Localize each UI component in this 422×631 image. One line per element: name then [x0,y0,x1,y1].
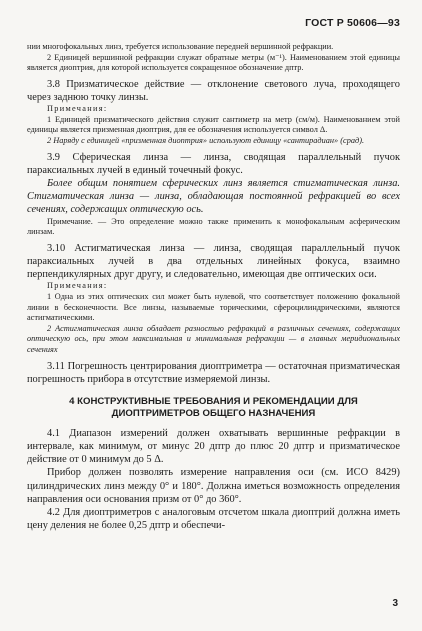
definition-prismatic-action: 3.8 Призматическое действие — отклонение светового луча, проходящего через заднюю точку линзы. [27,78,400,103]
note-diopter: 2 Единицей вершинной рефракции служат обратные метры (м⁻¹). Наименованием этой единицы является диоптрия, для которой используется сокращенное обозначение дптр. [27,52,400,73]
page-number: 3 [392,598,398,609]
notes-label-2: Примечания: [47,281,108,291]
definition-astigmatic-lens: 3.10 Астигматическая линза — линза, сводящая параллельный пучок параксиальных лучей в два отдельных линейных фокуса, взаимно перпендикулярных друг другу, и следовательно, имеющая две оптических оси. [27,242,400,281]
standard-code-header: ГОСТ Р 50606—93 [305,17,400,29]
note-prism-unit: 1 Единицей призматического действия служит сантиметр на метр (см/м). Наименованием этой единицы является призменная диоптрия, для ее обозначения используется символ Δ. [27,114,400,135]
definition-spherical-lens: 3.9 Сферическая линза — линза, сводящая параллельный пучок параксиальных лучей в единый точечный фокус. [27,151,400,176]
section-heading: 4 КОНСТРУКТИВНЫЕ ТРЕБОВАНИЯ И РЕКОМЕНДАЦИИ ДЛЯ ДИОПТРИМЕТРОВ ОБЩЕГО НАЗНАЧЕНИЯ [69,395,358,420]
definition-stigmatic-lens: Более общим понятием сферических линз является стигматическая линза. Стигматическая линза — линза, обладающая постоянной рефракцией во всех сечениях, содержащих оптическую ось. [27,177,400,216]
note-monofocal: Примечание. — Это определение можно также применить к монофокальным асферическим линзам. [27,216,400,237]
requirement-analog-scale: 4.2 Для диоптриметров с аналоговым отсчетом шкала диоптрий должна иметь цену деления не более 0,25 дптр и обеспечи- [27,506,400,532]
definition-centering-error: 3.11 Погрешность центрирования диоптриметра — остаточная призматическая погрешность прибора в отсутствие измеряемой линзы. [27,360,400,385]
page-body [27,42,400,532]
note-astigmatic-difference: 2 Астигматическая линза обладает разностью рефракций в различных сечениях, содержащих оптическую ось, при этом максимальная и минимальная рефракции — в главных меридиональных сечениях [27,323,400,354]
paragraph-continuation: нии многофокальных линз, требуется использование передней вершинной рефракции. [27,42,334,51]
note-centiradian: 2 Наряду с единицей «призменная диоптрия» используют единицу «сантирадиан» (срад). [47,135,365,145]
requirement-axis-direction: Прибор должен позволять измерение направления оси (см. ИСО 8429) цилиндрических линз между 0° и 180°. Должна иметься возможность определения направления оси основания призм от 0° до 360°. [27,467,400,505]
requirement-measurement-range: 4.1 Диапазон измерений должен охватывать вершинные рефракции в интервале, как минимум, от минус 20 дптр до плюс 20 дптр и призматическое действие от 0 минимум до 5 Δ. [27,427,400,466]
notes-label: Примечания: [47,104,108,114]
note-zero-power: 1 Одна из этих оптических сил может быть нулевой, что соответствует положению фокальной линии в бесконечности. Все линзы, называемые торическими, сфероцилиндрическими, являются астигматическими. [27,291,400,323]
